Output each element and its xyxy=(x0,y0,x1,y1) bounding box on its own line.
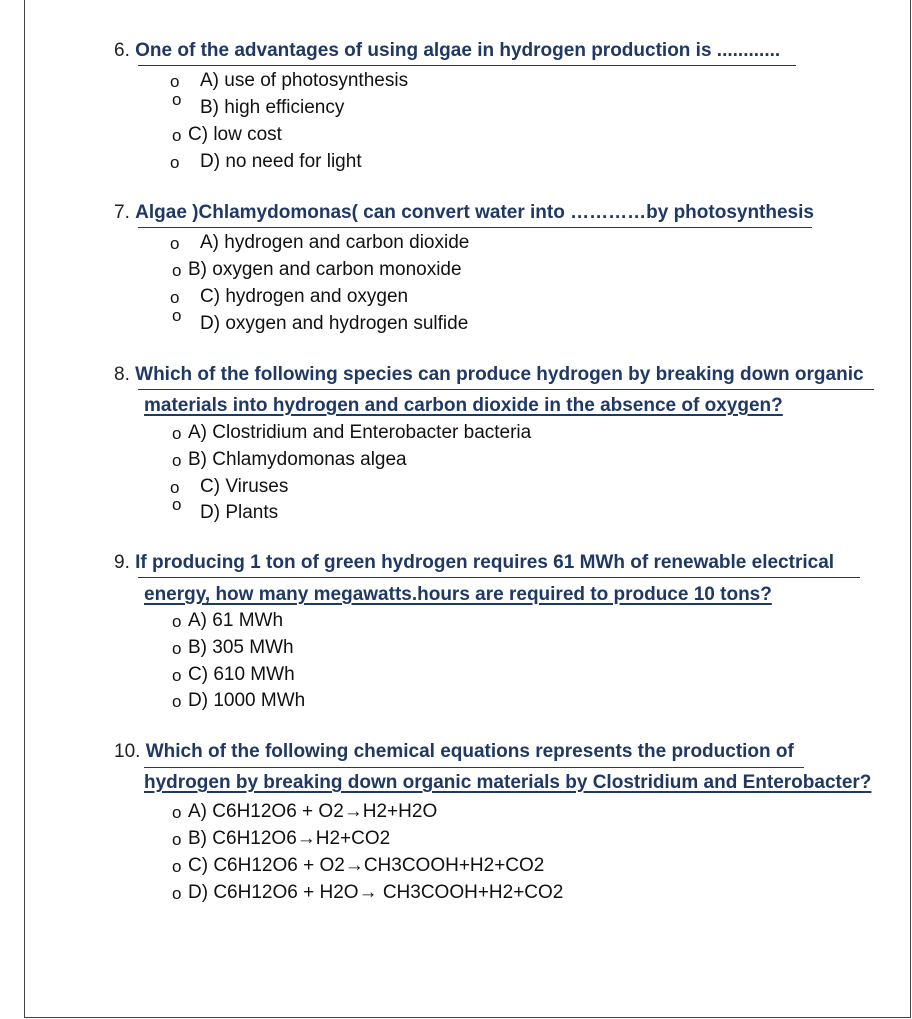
question-number: 6. xyxy=(114,40,130,61)
option-bullet: o xyxy=(172,451,182,470)
option-a[interactable]: A) 61 MWh xyxy=(188,610,284,631)
question-underline xyxy=(138,65,796,66)
option-a[interactable]: A) hydrogen and carbon dioxide xyxy=(200,232,470,253)
question-text-continued: hydrogen by breaking down organic materials by Clostridium and Enterobacter? xyxy=(144,772,872,793)
option-bullet: o xyxy=(172,424,182,443)
option-bullet: o xyxy=(172,884,182,903)
option-d[interactable]: D) 1000 MWh xyxy=(188,690,306,711)
option-bullet: o xyxy=(172,261,182,280)
option-b[interactable]: B) 305 MWh xyxy=(188,637,294,658)
question-text-continued: materials into hydrogen and carbon dioxide in the absence of oxygen? xyxy=(144,395,783,416)
question-underline xyxy=(138,577,860,578)
question-underline xyxy=(138,227,812,228)
option-bullet: o xyxy=(172,90,182,109)
option-c[interactable]: C) low cost xyxy=(188,124,282,145)
question-underline xyxy=(138,389,874,390)
question-number: 7. xyxy=(114,202,130,223)
question-number: 8. xyxy=(114,364,130,385)
option-c[interactable]: C) hydrogen and oxygen xyxy=(200,286,409,307)
option-b[interactable]: B) C6H12O6→H2+CO2 xyxy=(188,828,391,849)
option-bullet: o xyxy=(172,692,182,711)
question-6-stem xyxy=(114,40,780,62)
question-7-stem xyxy=(114,202,814,224)
question-text: Which of the following species can produce hydrogen by breaking down organic xyxy=(135,364,864,385)
option-a[interactable]: A) use of photosynthesis xyxy=(200,70,409,91)
option-bullet: o xyxy=(172,495,182,514)
option-bullet: o xyxy=(170,234,180,253)
option-b[interactable]: B) Chlamydomonas algea xyxy=(188,449,407,470)
option-bullet: o xyxy=(172,803,182,822)
option-b[interactable]: B) high efficiency xyxy=(200,97,345,118)
option-bullet: o xyxy=(172,639,182,658)
option-bullet: o xyxy=(172,306,182,325)
question-number: 9. xyxy=(114,552,130,573)
question-10-stem xyxy=(114,741,794,763)
option-a[interactable]: A) Clostridium and Enterobacter bacteria xyxy=(188,422,532,443)
option-a[interactable]: A) C6H12O6 + O2→H2+H2O xyxy=(188,801,438,822)
option-d[interactable]: D) Plants xyxy=(200,502,279,523)
question-text: If producing 1 ton of green hydrogen requires 61 MWh of renewable electrical xyxy=(135,552,835,573)
question-underline xyxy=(144,767,804,768)
option-bullet: o xyxy=(170,153,180,172)
option-bullet: o xyxy=(170,288,180,307)
question-text: Which of the following chemical equations represents the production of xyxy=(145,741,794,762)
option-c[interactable]: C) 610 MWh xyxy=(188,664,295,685)
question-number: 10. xyxy=(114,741,141,762)
question-9-stem xyxy=(114,552,834,574)
question-text: One of the advantages of using algae in hydrogen production is ............ xyxy=(135,40,781,61)
question-text: Algae )Chlamydomonas( can convert water into …………by photosynthesis xyxy=(135,202,814,223)
option-bullet: o xyxy=(172,830,182,849)
option-d[interactable]: D) oxygen and hydrogen sulfide xyxy=(200,313,469,334)
question-8-stem xyxy=(114,364,864,386)
question-text-continued: energy, how many megawatts.hours are required to produce 10 tons? xyxy=(144,584,772,605)
option-bullet: o xyxy=(170,478,180,497)
option-bullet: o xyxy=(172,666,182,685)
option-d[interactable]: D) C6H12O6 + H2O→ CH3COOH+H2+CO2 xyxy=(188,882,564,903)
option-bullet: o xyxy=(172,857,182,876)
option-b[interactable]: B) oxygen and carbon monoxide xyxy=(188,259,462,280)
option-c[interactable]: C) C6H12O6 + O2→CH3COOH+H2+CO2 xyxy=(188,855,545,876)
option-bullet: o xyxy=(172,126,182,145)
option-bullet: o xyxy=(170,72,180,91)
option-c[interactable]: C) Viruses xyxy=(200,476,289,497)
option-bullet: o xyxy=(172,612,182,631)
option-d[interactable]: D) no need for light xyxy=(200,151,362,172)
